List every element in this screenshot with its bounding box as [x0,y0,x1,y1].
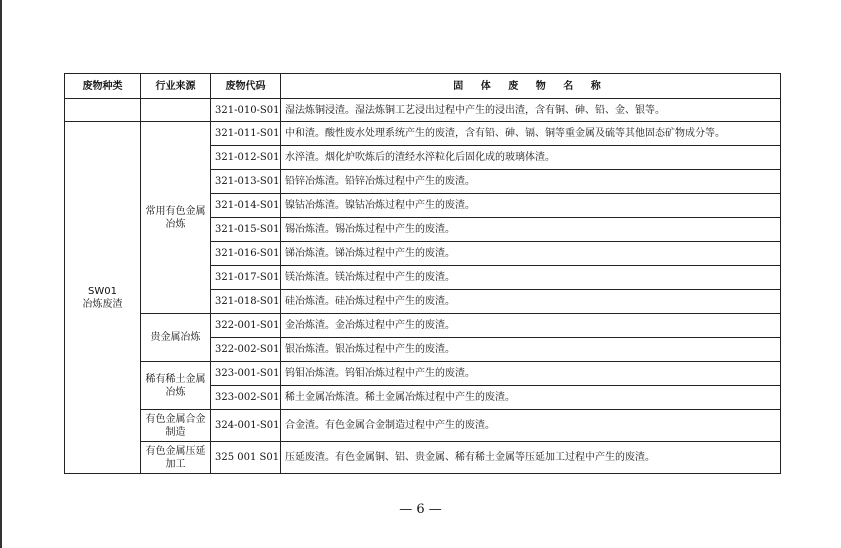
table-row [65,122,781,146]
waste-description: 锑冶炼渣。锑冶炼过程中产生的废渣。 [281,242,781,266]
waste-code: 325 001 S01 [211,442,281,474]
waste-description: 稀土金属冶炼渣。稀土金属冶炼过程中产生的废渣。 [281,386,781,410]
waste-code: 321-011-S01 [211,122,281,146]
waste-code: 321-010-S01 [211,99,281,122]
waste-code: 321-015-S01 [211,218,281,242]
table-header-row [65,74,781,99]
waste-description: 铅锌冶炼渣。铅锌冶炼过程中产生的废渣。 [281,170,781,194]
waste-description: 湿法炼铜浸渣。湿法炼铜工艺浸出过程中产生的浸出渣，含有铜、砷、铅、金、银等。 [281,99,781,122]
industry-cell: 有色金属合金制造 [141,410,211,442]
waste-table [64,73,781,474]
header-category: 废物种类 [65,74,141,99]
page-number: — 6 — [399,502,442,517]
waste-code: 321-018-S01 [211,290,281,314]
waste-description: 银冶炼渣。银冶炼过程中产生的废渣。 [281,338,781,362]
waste-description: 锡冶炼渣。锡冶炼过程中产生的废渣。 [281,218,781,242]
industry-cell: 有色金属压延加工 [141,442,211,474]
waste-description: 硅冶炼渣。硅冶炼过程中产生的废渣。 [281,290,781,314]
waste-description: 压延废渣。有色金属铜、铝、贵金属、稀有稀土金属等压延加工过程中产生的废渣。 [281,442,781,474]
category-code: SW01 [88,285,117,297]
waste-code: 321-017-S01 [211,266,281,290]
waste-code: 321-016-S01 [211,242,281,266]
waste-description: 金冶炼渣。金冶炼过程中产生的废渣。 [281,314,781,338]
waste-code: 323-001-S01 [211,362,281,386]
empty-industry-cell [141,99,211,122]
table-row [65,362,781,386]
waste-code: 321-014-S01 [211,194,281,218]
waste-code: 322-002-S01 [211,338,281,362]
table-row [65,410,781,442]
waste-code: 323-002-S01 [211,386,281,410]
waste-description: 镍钴冶炼渣。镍钴冶炼过程中产生的废渣。 [281,194,781,218]
waste-code: 321-012-S01 [211,146,281,170]
waste-description: 合金渣。有色金属合金制造过程中产生的废渣。 [281,410,781,442]
table-row [65,99,781,122]
header-name: 固 体 废 物 名 称 [281,74,781,99]
waste-description: 水淬渣。烟化炉吹炼后的渣经水淬粒化后固化成的玻璃体渣。 [281,146,781,170]
category-cell [65,122,141,474]
header-industry: 行业来源 [141,74,211,99]
category-name: 冶炼废渣 [82,298,123,310]
waste-code: 322-001-S01 [211,314,281,338]
waste-code: 321-013-S01 [211,170,281,194]
industry-cell: 稀有稀土金属冶炼 [141,362,211,410]
empty-category-cell [65,99,141,122]
waste-description: 镁冶炼渣。镁冶炼过程中产生的废渣。 [281,266,781,290]
table-row [65,442,781,474]
industry-cell: 贵金属冶炼 [141,314,211,362]
header-code: 废物代码 [211,74,281,99]
waste-description: 钨钼冶炼渣。钨钼冶炼过程中产生的废渣。 [281,362,781,386]
waste-code: 324-001-S01 [211,410,281,442]
industry-cell: 常用有色金属冶炼 [141,122,211,314]
table-row [65,314,781,338]
page-edge [0,0,2,548]
waste-description: 中和渣。酸性废水处理系统产生的废渣，含有铅、砷、镉、铜等重金属及硫等其他固态矿物成分等。 [281,122,781,146]
